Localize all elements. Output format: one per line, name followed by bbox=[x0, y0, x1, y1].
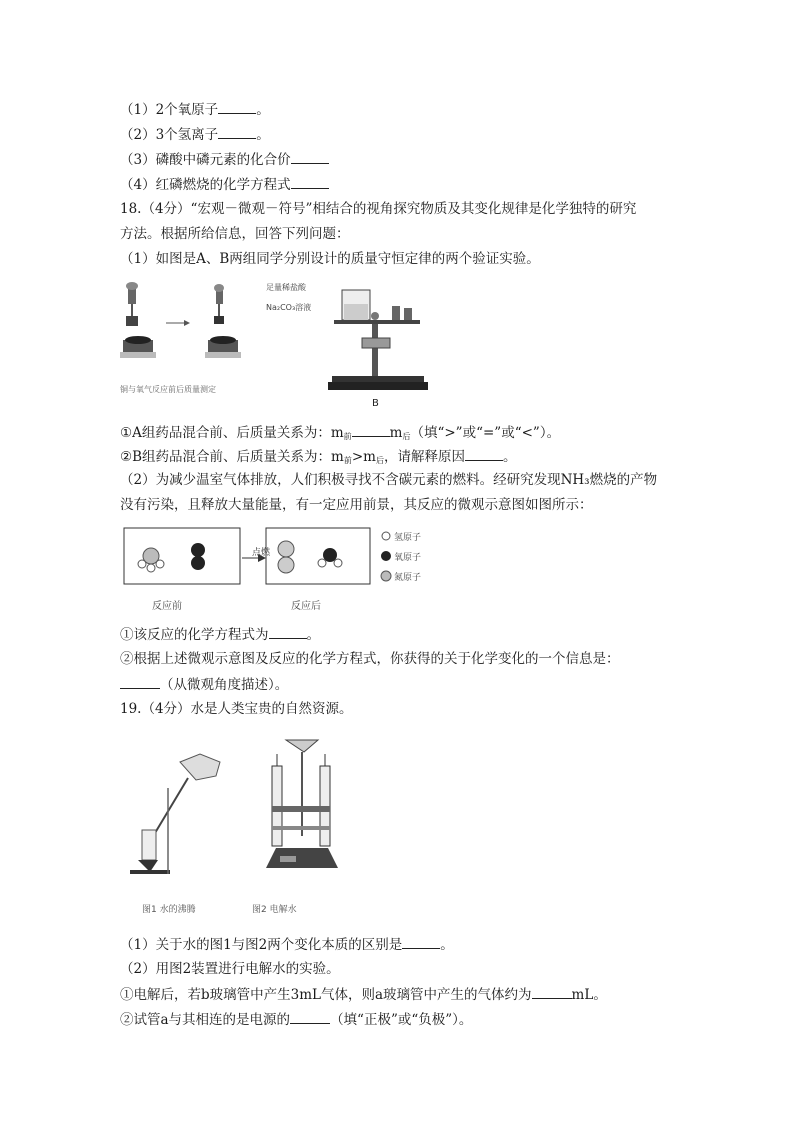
q19-part-3: ①电解后，若b玻璃管中产生3mL气体，则a玻璃管中产生的气体约为 mL。 bbox=[120, 984, 607, 1005]
answer-blank[interactable] bbox=[218, 124, 256, 139]
figure-a-caption: 铜与氧气反应前后质量测定 bbox=[120, 385, 216, 394]
figure-2-electrolysis bbox=[262, 736, 342, 886]
figure-2-caption: 图2 电解水 bbox=[252, 905, 297, 915]
legend-oxygen: 氧原子 bbox=[394, 553, 422, 563]
q17-item-1: （1）2个氧原子 。 bbox=[120, 99, 270, 120]
q18-header-2: 方法。根据所给信息，回答下列问题： bbox=[120, 226, 350, 242]
answer-blank[interactable] bbox=[465, 446, 503, 461]
q18-part-2: （2）为减少温室气体排放，人们积极寻找不含碳元素的燃料。经研究发现NH₃燃烧的产物 bbox=[120, 472, 658, 488]
q18-question-b: ②B组药品混合前、后质量关系为：$m_前>m_后$，请解释原因 。 bbox=[120, 446, 516, 471]
before-label: 反应前 bbox=[152, 601, 182, 612]
q19-header: 19.（4分）水是人类宝贵的自然资源。 bbox=[120, 701, 353, 717]
q17-item-2: （2）3个氢离子 。 bbox=[120, 124, 270, 145]
q18-question-a: ①A组药品混合前、后质量关系为：$m_前$ $m_后$（填“>”或“=”或“<”）。 bbox=[120, 422, 560, 447]
q18-part-1: （1）如图是A、B两组同学分别设计的质量守恒定律的两个验证实验。 bbox=[120, 251, 540, 267]
figure-b-label-2: Na₂CO₃溶液 bbox=[266, 303, 312, 312]
q17-item-4: （4）红磷燃烧的化学方程式 bbox=[120, 174, 329, 195]
figure-b-balance bbox=[322, 280, 432, 410]
answer-blank[interactable] bbox=[290, 1009, 330, 1024]
answer-blank[interactable] bbox=[402, 934, 440, 949]
legend-hydrogen: 氢原子 bbox=[394, 533, 422, 543]
q19-part-2: （2）用图2装置进行电解水的实验。 bbox=[120, 961, 340, 977]
answer-blank[interactable] bbox=[352, 422, 390, 437]
q19-part-4: ②试管a与其相连的是电源的 （填“正极”或“负极”）。 bbox=[120, 1009, 472, 1030]
answer-blank[interactable] bbox=[291, 149, 329, 164]
figure-1-caption: 图1 水的沸腾 bbox=[142, 905, 196, 915]
answer-blank[interactable] bbox=[269, 624, 307, 639]
answer-blank[interactable] bbox=[291, 174, 329, 189]
legend-nitrogen: 氮原子 bbox=[394, 573, 422, 583]
q18-part-2-cont: 没有污染，且释放大量能量，有一定应用前景，其反应的微观示意图如图所示： bbox=[120, 497, 593, 513]
answer-blank[interactable] bbox=[532, 984, 572, 999]
q18-header: 18.（4分）“宏观－微观－符号”相结合的视角探究物质及其变化规律是化学独特的研究 bbox=[120, 201, 637, 217]
q18-question-2c: （从微观角度描述）。 bbox=[120, 674, 288, 695]
after-label: 反应后 bbox=[291, 601, 321, 612]
q19-part-1: （1）关于水的图1与图2两个变化本质的区别是 。 bbox=[120, 934, 454, 955]
answer-blank[interactable] bbox=[120, 674, 160, 689]
arrow-label: 点燃 bbox=[252, 548, 271, 558]
q18-question-2a: ①该反应的化学方程式为 。 bbox=[120, 624, 320, 645]
q17-item-3: （3）磷酸中磷元素的化合价 bbox=[120, 149, 329, 170]
figure-b-caption: B bbox=[372, 398, 379, 409]
answer-blank[interactable] bbox=[218, 99, 256, 114]
figure-b-label-1: 足量稀盐酸 bbox=[266, 283, 306, 292]
figure-1-boiling-water bbox=[128, 748, 228, 878]
q18-question-2b: ②根据上述微观示意图及反应的化学方程式，你获得的关于化学变化的一个信息是： bbox=[120, 651, 620, 667]
